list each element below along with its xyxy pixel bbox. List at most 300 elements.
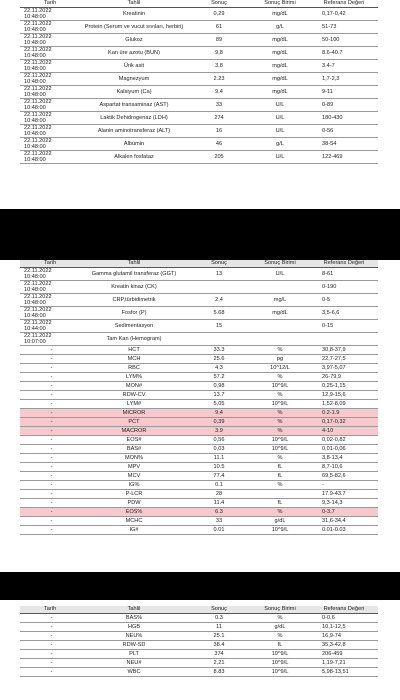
test-name-cell: Kan üre azotu (BUN) xyxy=(80,47,188,60)
unit-cell: pg xyxy=(250,355,310,364)
result-cell: 33.3 xyxy=(188,346,250,355)
unit-cell: U/L xyxy=(250,112,310,125)
date-value: 22.11.2022 xyxy=(24,21,52,27)
date-cell xyxy=(20,60,80,73)
reference-cell: 1,52-8,09 xyxy=(310,400,378,409)
table-row xyxy=(20,427,378,436)
result-cell: 9.4 xyxy=(188,86,250,99)
test-name-cell: Ürik asit xyxy=(80,60,188,73)
result-cell: 9,8 xyxy=(188,47,250,60)
test-name-cell: P-LCR xyxy=(80,490,188,499)
table-row xyxy=(20,60,378,73)
date-cell xyxy=(20,481,80,490)
test-name-cell: MON# xyxy=(80,382,188,391)
date-value: 22.11.2022 xyxy=(24,8,52,14)
test-name-cell: Aspartat transaminaz (AST) xyxy=(80,99,188,112)
reference-cell: 3,97-5,07 xyxy=(310,364,378,373)
date-value: - xyxy=(50,446,53,452)
reference-cell: 0,02-0,82 xyxy=(310,436,378,445)
date-cell xyxy=(20,294,80,307)
table-row xyxy=(20,364,378,373)
table-row xyxy=(20,99,378,112)
table-row xyxy=(20,8,378,21)
unit-cell: 10^9/L xyxy=(250,445,310,454)
unit-cell: fL xyxy=(250,499,310,508)
time-value: 10:07:00 xyxy=(24,339,46,345)
date-cell xyxy=(20,112,80,125)
reference-cell: 206-459 xyxy=(310,650,378,659)
table-row xyxy=(20,454,378,463)
date-value: 22.11.2022 xyxy=(24,99,52,105)
table-row xyxy=(20,526,378,535)
table-row xyxy=(20,472,378,481)
unit-cell xyxy=(250,320,310,333)
reference-cell: 51-73 xyxy=(310,21,378,34)
date-cell xyxy=(20,320,80,333)
reference-cell: 4-10 xyxy=(310,427,378,436)
unit-cell: 10^9/L xyxy=(250,382,310,391)
date-value: 22.11.2022 xyxy=(24,47,52,53)
unit-cell: % xyxy=(250,632,310,641)
result-cell: 13.7 xyxy=(188,391,250,400)
reference-cell xyxy=(310,333,378,346)
date-cell xyxy=(20,445,80,454)
result-cell: 0,29 xyxy=(188,8,250,21)
result-cell: 61 xyxy=(188,21,250,34)
test-name-cell: Albümin xyxy=(80,138,188,151)
result-cell: 15 xyxy=(188,320,250,333)
reference-cell: 69,5-82,6 xyxy=(310,472,378,481)
test-name-cell: EOS# xyxy=(80,436,188,445)
result-cell: 16 xyxy=(188,125,250,138)
result-cell: 9.4 xyxy=(188,409,250,418)
table-row xyxy=(20,650,378,659)
test-name-cell: PDW xyxy=(80,499,188,508)
test-name-cell: RDW-CV xyxy=(80,391,188,400)
test-name-cell: IG% xyxy=(80,481,188,490)
result-cell: 5,05 xyxy=(188,400,250,409)
test-name-cell: Kreatin kinaz (CK) xyxy=(80,281,188,294)
reference-cell: 9-11 xyxy=(310,86,378,99)
unit-cell xyxy=(250,490,310,499)
test-name-cell: MPV xyxy=(80,463,188,472)
date-value: 22.11.2022 xyxy=(24,294,52,300)
result-cell: 2,4 xyxy=(188,294,250,307)
table-row xyxy=(20,333,378,346)
table-row xyxy=(20,623,378,632)
test-name-cell: Kreatinin xyxy=(80,8,188,21)
unit-cell: mg/L xyxy=(250,294,310,307)
table-row xyxy=(20,632,378,641)
result-cell: 11.4 xyxy=(188,499,250,508)
table-row xyxy=(20,463,378,472)
test-name-cell: IG# xyxy=(80,526,188,535)
header-unit: Sonuç Birimi xyxy=(250,606,310,614)
time-value: 10:48:00 xyxy=(24,157,46,163)
test-name-cell: RBC xyxy=(80,364,188,373)
reference-cell: 0-15 xyxy=(310,320,378,333)
table-row xyxy=(20,320,378,333)
unit-cell: fL xyxy=(250,472,310,481)
date-value: - xyxy=(50,633,53,639)
table-row xyxy=(20,517,378,526)
date-cell xyxy=(20,641,80,650)
unit-cell: 10^9/L xyxy=(250,650,310,659)
reference-cell: 1,19-7,21 xyxy=(310,659,378,668)
date-value: 22.11.2022 xyxy=(24,268,52,274)
result-cell: 38.4 xyxy=(188,641,250,650)
date-cell xyxy=(20,355,80,364)
test-name-cell: HCT xyxy=(80,346,188,355)
header-test: Tahlil xyxy=(80,0,188,8)
screenshot-separator-top xyxy=(0,209,400,260)
date-cell xyxy=(20,346,80,355)
reference-cell: 50-100 xyxy=(310,34,378,47)
result-cell: 0,98 xyxy=(188,382,250,391)
date-value: - xyxy=(50,392,53,398)
date-value: - xyxy=(50,500,53,506)
table-row xyxy=(20,138,378,151)
date-cell xyxy=(20,454,80,463)
date-cell xyxy=(20,668,80,677)
date-value: 22.11.2022 xyxy=(24,60,52,66)
screenshot-separator-bottom xyxy=(0,572,400,600)
test-name-cell: Magnezyum xyxy=(80,73,188,86)
unit-cell: % xyxy=(250,346,310,355)
table-row xyxy=(20,294,378,307)
time-value: 10:48:00 xyxy=(24,27,46,33)
reference-cell: 5,98-13,51 xyxy=(310,668,378,677)
date-cell xyxy=(20,151,80,164)
date-cell xyxy=(20,427,80,436)
reference-cell: 0,17-0,32 xyxy=(310,418,378,427)
test-name-cell: Protein (Serum ve vucut sıvıları, herbiri) xyxy=(80,21,188,34)
result-cell: 25.6 xyxy=(188,355,250,364)
test-name-cell: BAS% xyxy=(80,614,188,623)
reference-cell: 8,7-10,6 xyxy=(310,463,378,472)
date-cell xyxy=(20,490,80,499)
result-cell: 0.1 xyxy=(188,481,250,490)
table-row xyxy=(20,307,378,320)
reference-cell: 1,7-2,3 xyxy=(310,73,378,86)
date-value: 22.11.2022 xyxy=(24,307,52,313)
result-cell xyxy=(188,333,250,346)
result-cell: 77.4 xyxy=(188,472,250,481)
time-value: 10:48:00 xyxy=(24,66,46,72)
date-value: - xyxy=(50,473,53,479)
table-row xyxy=(20,614,378,623)
result-cell: 13 xyxy=(188,268,250,281)
unit-cell: 10^9/L xyxy=(250,400,310,409)
date-value: - xyxy=(50,660,53,666)
result-cell: 0.3 xyxy=(188,614,250,623)
result-cell xyxy=(188,281,250,294)
reference-cell: 180-430 xyxy=(310,112,378,125)
header-test: Tahlil xyxy=(80,606,188,614)
test-name-cell: LYM% xyxy=(80,373,188,382)
test-name-cell: Fosfor (P) xyxy=(80,307,188,320)
header-date: Tarih xyxy=(20,606,80,614)
date-cell xyxy=(20,400,80,409)
test-name-cell: Alanin aminotransferaz (ALT) xyxy=(80,125,188,138)
lab-results-sheet-2 xyxy=(20,260,378,572)
result-cell: 0,56 xyxy=(188,436,250,445)
test-name-cell: Tam Kan (Hemogram) xyxy=(80,333,188,346)
reference-cell: 0,25-1,15 xyxy=(310,382,378,391)
date-value: 22.11.2022 xyxy=(24,34,52,40)
test-name-cell: Sedimentasyon xyxy=(80,320,188,333)
result-cell: 2,21 xyxy=(188,659,250,668)
unit-cell: fL xyxy=(250,641,310,650)
test-name-cell: PLT xyxy=(80,650,188,659)
unit-cell: 10^12/L xyxy=(250,364,310,373)
date-value: - xyxy=(50,615,53,621)
table-row xyxy=(20,508,378,517)
unit-cell: % xyxy=(250,508,310,517)
time-value: 10:48:00 xyxy=(24,14,46,20)
table-row xyxy=(20,641,378,650)
table-row xyxy=(20,151,378,164)
unit-cell: 10^9/L xyxy=(250,526,310,535)
unit-cell: % xyxy=(250,454,310,463)
date-cell xyxy=(20,34,80,47)
time-value: 10:48:00 xyxy=(24,118,46,124)
result-cell: 4.3 xyxy=(188,364,250,373)
test-name-cell: Alkalen fosfataz xyxy=(80,151,188,164)
date-cell xyxy=(20,632,80,641)
table-header-row xyxy=(20,606,378,614)
date-cell xyxy=(20,650,80,659)
reference-cell: 0.01-0.03 xyxy=(310,526,378,535)
date-value: - xyxy=(50,401,53,407)
result-cell: 28 xyxy=(188,490,250,499)
date-value: - xyxy=(50,419,53,425)
time-value: 10:48:00 xyxy=(24,144,46,150)
test-name-cell: WBC xyxy=(80,668,188,677)
test-name-cell: MCH xyxy=(80,355,188,364)
unit-cell: 10^9/L xyxy=(250,668,310,677)
date-value: - xyxy=(50,642,53,648)
header-result: Sonuç xyxy=(188,606,250,614)
header-test: Tahlil xyxy=(80,260,188,268)
table-row xyxy=(20,481,378,490)
unit-cell: % xyxy=(250,481,310,490)
reference-cell: 0,17-0,42 xyxy=(310,8,378,21)
date-value: - xyxy=(50,383,53,389)
date-cell xyxy=(20,73,80,86)
test-name-cell: MON% xyxy=(80,454,188,463)
time-value: 10:48:00 xyxy=(24,287,46,293)
unit-cell: mg/dL xyxy=(250,60,310,73)
date-cell xyxy=(20,99,80,112)
reference-cell: 3,8-13,4 xyxy=(310,454,378,463)
result-cell: 11 xyxy=(188,623,250,632)
result-cell: 3.8 xyxy=(188,60,250,73)
reference-cell: 0,01-0,06 xyxy=(310,445,378,454)
table-header-row xyxy=(20,260,378,268)
time-value: 10:44:00 xyxy=(24,326,46,332)
header-reference: Referans Değeri xyxy=(310,606,378,614)
date-cell xyxy=(20,86,80,99)
result-cell: 0,03 xyxy=(188,445,250,454)
unit-cell: % xyxy=(250,391,310,400)
date-cell xyxy=(20,499,80,508)
reference-cell: 0-5 xyxy=(310,294,378,307)
reference-cell: - xyxy=(310,481,378,490)
table-row xyxy=(20,268,378,281)
date-cell xyxy=(20,281,80,294)
date-cell xyxy=(20,463,80,472)
date-value: - xyxy=(50,428,53,434)
reference-cell: 0.2-1.9 xyxy=(310,409,378,418)
table-row xyxy=(20,499,378,508)
header-date: Tarih xyxy=(20,0,80,8)
date-value: - xyxy=(50,624,53,630)
unit-cell: % xyxy=(250,373,310,382)
unit-cell: g/L xyxy=(250,21,310,34)
result-cell: 57.2 xyxy=(188,373,250,382)
date-cell xyxy=(20,268,80,281)
test-name-cell: NEU# xyxy=(80,659,188,668)
reference-cell: 0-0,6 xyxy=(310,614,378,623)
date-value: 22.11.2022 xyxy=(24,125,52,131)
date-cell xyxy=(20,517,80,526)
unit-cell: mg/dL xyxy=(250,34,310,47)
table-row xyxy=(20,445,378,454)
test-name-cell: BAS# xyxy=(80,445,188,454)
unit-cell: U/L xyxy=(250,125,310,138)
date-cell xyxy=(20,623,80,632)
date-cell xyxy=(20,614,80,623)
result-cell: 3.9 xyxy=(188,427,250,436)
date-value: - xyxy=(50,365,53,371)
result-cell: 6.3 xyxy=(188,508,250,517)
table-row xyxy=(20,125,378,138)
date-value: 22.11.2022 xyxy=(24,86,52,92)
reference-cell: 8.6-40.7 xyxy=(310,47,378,60)
table-row xyxy=(20,346,378,355)
reference-cell: 35,3-42,8 xyxy=(310,641,378,650)
table-row xyxy=(20,668,378,677)
result-cell: 33 xyxy=(188,517,250,526)
reference-cell: 3.4-7 xyxy=(310,60,378,73)
date-value: - xyxy=(50,356,53,362)
test-name-cell: MCHC xyxy=(80,517,188,526)
time-value: 10:48:00 xyxy=(24,105,46,111)
date-cell xyxy=(20,418,80,427)
date-cell xyxy=(20,125,80,138)
reference-cell: 0-3,7 xyxy=(310,508,378,517)
table-row xyxy=(20,112,378,125)
table-row xyxy=(20,400,378,409)
unit-cell: g/dL xyxy=(250,517,310,526)
table-row xyxy=(20,34,378,47)
table-header-row xyxy=(20,0,378,8)
lab-results-sheet-3 xyxy=(20,600,378,700)
unit-cell: mg/dL xyxy=(250,307,310,320)
date-cell xyxy=(20,382,80,391)
test-name-cell: HGB xyxy=(80,623,188,632)
result-cell: 33 xyxy=(188,99,250,112)
date-cell xyxy=(20,307,80,320)
result-cell: 8.83 xyxy=(188,668,250,677)
table-row xyxy=(20,436,378,445)
date-cell xyxy=(20,21,80,34)
table-row xyxy=(20,281,378,294)
header-unit: Sonuç Birimi xyxy=(250,260,310,268)
reference-cell: 9,3-14,3 xyxy=(310,499,378,508)
date-value: - xyxy=(50,437,53,443)
date-value: 22.11.2022 xyxy=(24,112,52,118)
time-value: 10:48:00 xyxy=(24,53,46,59)
reference-cell: 10,1-12,5 xyxy=(310,623,378,632)
unit-cell xyxy=(250,281,310,294)
time-value: 10:48:00 xyxy=(24,79,46,85)
unit-cell: % xyxy=(250,418,310,427)
reference-cell: 12,9-15,6 xyxy=(310,391,378,400)
result-cell: 5.68 xyxy=(188,307,250,320)
result-cell: 46 xyxy=(188,138,250,151)
reference-cell: 17.9-43.7 xyxy=(310,490,378,499)
table-row xyxy=(20,418,378,427)
unit-cell: g/L xyxy=(250,138,310,151)
test-name-cell: MACROR xyxy=(80,427,188,436)
unit-cell: U/L xyxy=(250,151,310,164)
test-name-cell: PCT xyxy=(80,418,188,427)
reference-cell: 31,6-34,4 xyxy=(310,517,378,526)
table-row xyxy=(20,409,378,418)
lab-results-table-1 xyxy=(20,0,378,164)
header-reference: Referans Değeri xyxy=(310,0,378,8)
date-value: 22.11.2022 xyxy=(24,333,52,339)
header-reference: Referans Değeri xyxy=(310,260,378,268)
result-cell: 0.01 xyxy=(188,526,250,535)
time-value: 10:48:00 xyxy=(24,131,46,137)
table-row xyxy=(20,21,378,34)
test-name-cell: RDW-SD xyxy=(80,641,188,650)
result-cell: 374 xyxy=(188,650,250,659)
result-cell: 0,39 xyxy=(188,418,250,427)
table-row xyxy=(20,73,378,86)
date-cell xyxy=(20,436,80,445)
reference-cell: 0-89 xyxy=(310,99,378,112)
header-date: Tarih xyxy=(20,260,80,268)
test-name-cell: Laktik Dehidrogenaz (LDH) xyxy=(80,112,188,125)
test-name-cell: Gamma glutamil transferaz (GGT) xyxy=(80,268,188,281)
date-cell xyxy=(20,508,80,517)
date-value: - xyxy=(50,482,53,488)
date-value: 22.11.2022 xyxy=(24,320,52,326)
lab-results-sheet-1 xyxy=(20,0,378,209)
unit-cell: U/L xyxy=(250,99,310,112)
date-cell xyxy=(20,659,80,668)
reference-cell: 3,5-6,6 xyxy=(310,307,378,320)
date-value: - xyxy=(50,669,53,675)
date-value: - xyxy=(50,491,53,497)
result-cell: 205 xyxy=(188,151,250,164)
date-cell xyxy=(20,333,80,346)
reference-cell: 0-56 xyxy=(310,125,378,138)
unit-cell: % xyxy=(250,614,310,623)
unit-cell: g/dL xyxy=(250,623,310,632)
header-unit: Sonuç Birimi xyxy=(250,0,310,8)
test-name-cell: LYM# xyxy=(80,400,188,409)
date-cell xyxy=(20,472,80,481)
result-cell: 25.1 xyxy=(188,632,250,641)
test-name-cell: NEU% xyxy=(80,632,188,641)
date-value: - xyxy=(50,464,53,470)
unit-cell: 10^9/L xyxy=(250,436,310,445)
